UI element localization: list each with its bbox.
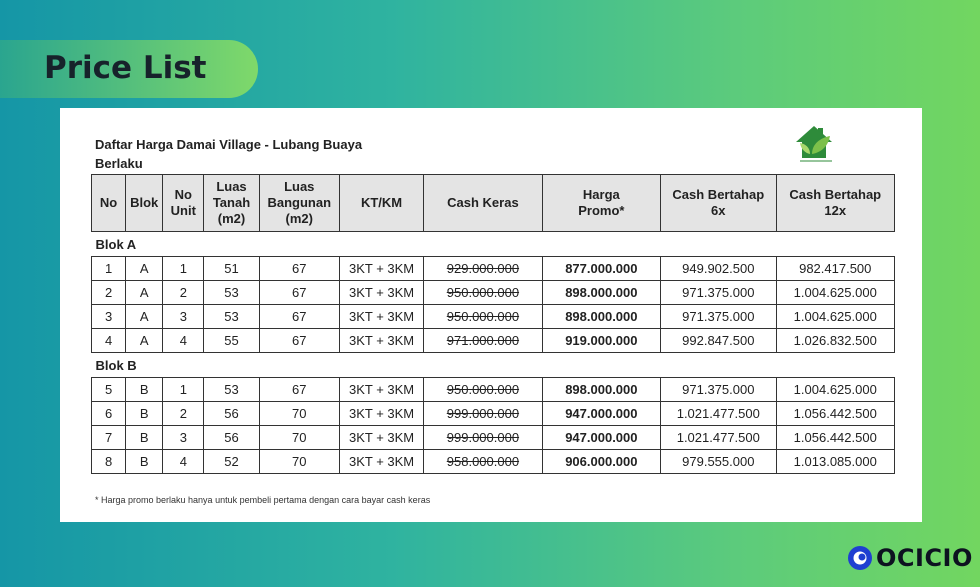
cell-c12: 1.004.625.000 [776, 281, 895, 305]
cell-tanah: 53 [204, 305, 259, 329]
brand-name: OCICIO [876, 544, 973, 572]
cell-cash-keras [424, 402, 542, 426]
header-cash-bertahap-6x: Cash Bertahap 6x [661, 175, 776, 232]
cell-promo: 947.000.000 [542, 426, 660, 450]
house-leaf-logo-icon [790, 120, 842, 164]
cell-bangunan: 67 [259, 305, 339, 329]
cell-tanah: 53 [204, 378, 259, 402]
cell-blok: B [126, 450, 163, 474]
cell-c12: 1.056.442.500 [776, 402, 895, 426]
cell-unit: 2 [163, 281, 204, 305]
cell-cash-keras [424, 426, 542, 450]
cell-unit: 3 [163, 305, 204, 329]
cell-tanah: 53 [204, 281, 259, 305]
cell-bangunan: 70 [259, 426, 339, 450]
cell-promo: 898.000.000 [542, 305, 660, 329]
cell-unit: 3 [163, 426, 204, 450]
cash-keras-value: 950.000.000 [446, 285, 520, 300]
cell-cash-keras [424, 257, 542, 281]
cell-unit: 4 [163, 329, 204, 353]
cell-promo: 906.000.000 [542, 450, 660, 474]
title-banner [0, 40, 258, 98]
cell-unit: 1 [163, 257, 204, 281]
cell-unit: 2 [163, 402, 204, 426]
table-row [92, 402, 895, 426]
price-table [91, 174, 895, 474]
cash-keras-value: 950.000.000 [446, 309, 520, 324]
cell-ktkm: 3KT + 3KM [339, 257, 423, 281]
cell-ktkm: 3KT + 3KM [339, 281, 423, 305]
document-subtitle: Berlaku [95, 156, 143, 171]
cell-blok: A [126, 329, 163, 353]
header-cash-keras: Cash Keras [424, 175, 542, 232]
cell-ktkm: 3KT + 3KM [339, 305, 423, 329]
cell-c6: 971.375.000 [661, 378, 776, 402]
cell-blok: A [126, 305, 163, 329]
cell-no: 3 [92, 305, 126, 329]
cell-blok: B [126, 378, 163, 402]
cell-cash-keras [424, 281, 542, 305]
cell-promo: 919.000.000 [542, 329, 660, 353]
cell-c6: 971.375.000 [661, 281, 776, 305]
header-blok: Blok [126, 175, 163, 232]
cell-tanah: 55 [204, 329, 259, 353]
page-title: Price List [44, 50, 207, 86]
cell-blok: A [126, 281, 163, 305]
ocicio-logo-icon [846, 544, 874, 572]
cell-c12: 1.004.625.000 [776, 378, 895, 402]
cell-ktkm: 3KT + 3KM [339, 329, 423, 353]
cell-c12: 1.013.085.000 [776, 450, 895, 474]
table-row [92, 257, 895, 281]
cell-tanah: 56 [204, 402, 259, 426]
header-luas-bangunan: Luas Bangunan (m2) [259, 175, 339, 232]
cell-c6: 949.902.500 [661, 257, 776, 281]
cell-unit: 4 [163, 450, 204, 474]
cell-c6: 971.375.000 [661, 305, 776, 329]
table-header-row [92, 175, 895, 232]
cell-bangunan: 67 [259, 281, 339, 305]
cell-c6: 1.021.477.500 [661, 426, 776, 450]
cell-tanah: 52 [204, 450, 259, 474]
footnote: * Harga promo berlaku hanya untuk pembeli pertama dengan cara bayar cash keras [95, 495, 431, 505]
cell-tanah: 56 [204, 426, 259, 450]
cell-cash-keras [424, 305, 542, 329]
cell-blok: B [126, 426, 163, 450]
cell-bangunan: 67 [259, 257, 339, 281]
cell-c12: 1.056.442.500 [776, 426, 895, 450]
table-row [92, 450, 895, 474]
cell-bangunan: 70 [259, 450, 339, 474]
cell-promo: 898.000.000 [542, 378, 660, 402]
cash-keras-value: 999.000.000 [446, 406, 520, 421]
cell-ktkm: 3KT + 3KM [339, 402, 423, 426]
table-row [92, 329, 895, 353]
header-harga-promo: Harga Promo* [542, 175, 660, 232]
cash-keras-value: 971.000.000 [446, 333, 520, 348]
cell-c6: 1.021.477.500 [661, 402, 776, 426]
cell-promo: 947.000.000 [542, 402, 660, 426]
table-row [92, 426, 895, 450]
group-label: Blok A [92, 232, 895, 257]
cell-no: 2 [92, 281, 126, 305]
header-no-unit: No Unit [163, 175, 204, 232]
cell-no: 4 [92, 329, 126, 353]
cell-no: 5 [92, 378, 126, 402]
document-title: Daftar Harga Damai Village - Lubang Buaya [95, 137, 363, 152]
cell-promo: 898.000.000 [542, 281, 660, 305]
table-body [92, 232, 895, 474]
cell-no: 6 [92, 402, 126, 426]
cell-cash-keras [424, 378, 542, 402]
cash-keras-value: 958.000.000 [446, 454, 520, 469]
cell-no: 1 [92, 257, 126, 281]
cash-keras-value: 999.000.000 [446, 430, 520, 445]
cell-ktkm: 3KT + 3KM [339, 426, 423, 450]
brand-watermark [846, 541, 973, 575]
cell-cash-keras [424, 450, 542, 474]
cell-c6: 992.847.500 [661, 329, 776, 353]
table-row [92, 305, 895, 329]
group-label: Blok B [92, 353, 895, 378]
cell-bangunan: 70 [259, 402, 339, 426]
cash-keras-value: 929.000.000 [446, 261, 520, 276]
cell-blok: A [126, 257, 163, 281]
group-row [92, 353, 895, 378]
cell-unit: 1 [163, 378, 204, 402]
header-luas-tanah: Luas Tanah (m2) [204, 175, 259, 232]
table-row [92, 378, 895, 402]
cell-c12: 1.004.625.000 [776, 305, 895, 329]
cell-cash-keras [424, 329, 542, 353]
header-no: No [92, 175, 126, 232]
cell-c12: 982.417.500 [776, 257, 895, 281]
group-row [92, 232, 895, 257]
header-cash-bertahap-12x: Cash Bertahap 12x [776, 175, 895, 232]
cell-no: 8 [92, 450, 126, 474]
cell-ktkm: 3KT + 3KM [339, 450, 423, 474]
cash-keras-value: 950.000.000 [446, 382, 520, 397]
table-row [92, 281, 895, 305]
price-document [60, 108, 922, 522]
cell-c6: 979.555.000 [661, 450, 776, 474]
header-kt-km: KT/KM [339, 175, 423, 232]
cell-tanah: 51 [204, 257, 259, 281]
cell-bangunan: 67 [259, 378, 339, 402]
cell-promo: 877.000.000 [542, 257, 660, 281]
cell-blok: B [126, 402, 163, 426]
cell-no: 7 [92, 426, 126, 450]
cell-bangunan: 67 [259, 329, 339, 353]
cell-c12: 1.026.832.500 [776, 329, 895, 353]
cell-ktkm: 3KT + 3KM [339, 378, 423, 402]
